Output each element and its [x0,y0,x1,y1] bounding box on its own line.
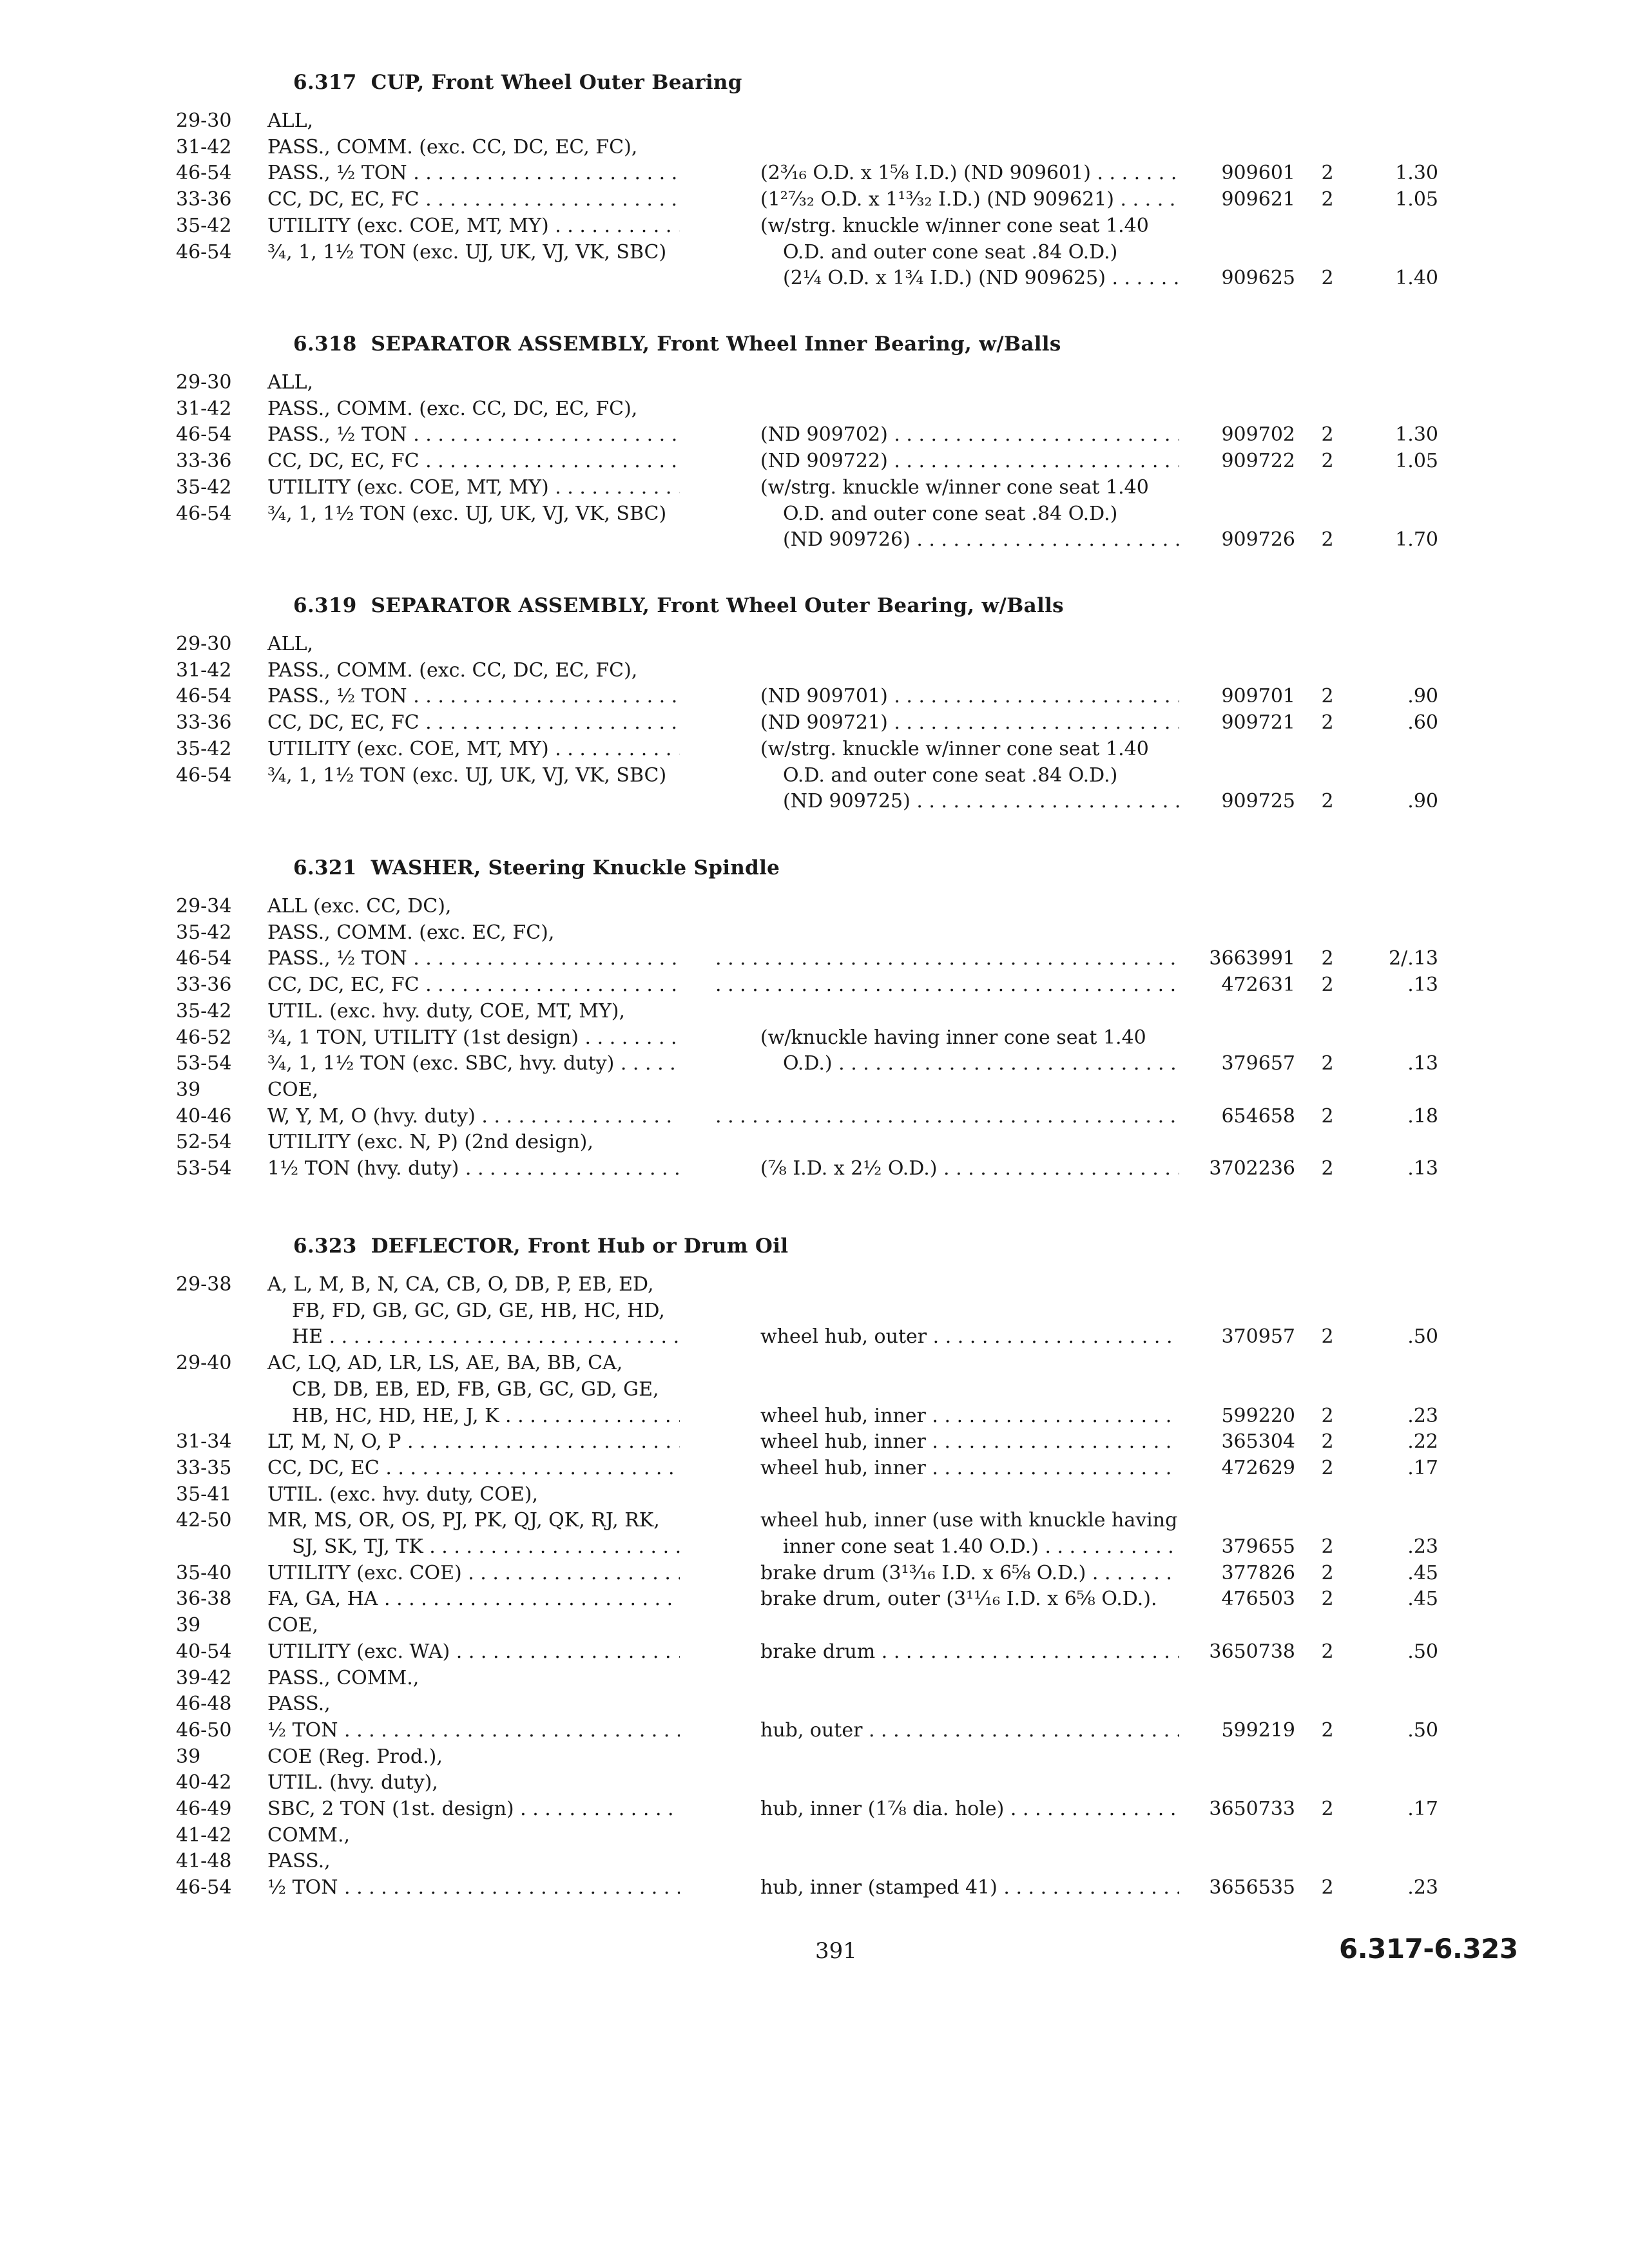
table-row [0,972,1629,998]
model-applicability: CC, DC, EC, FC . . . [267,187,680,213]
model-applicability: CC, DC, EC, FC . . . [267,448,680,474]
part-description: hub, inner (stamped 41) . . . [760,1875,1179,1901]
table-row [0,1482,1629,1508]
price: .60 [1407,711,1438,734]
table-row [0,1691,1629,1717]
model-applicability: ALL, [267,371,314,394]
year-range: 33-36 [176,711,232,734]
quantity: 2 [1321,1405,1334,1427]
year-range: 29-30 [176,633,232,655]
year-range: 53-54 [176,1157,232,1180]
model-applicability: UTILITY (exc. COE) . . . [267,1561,680,1586]
part-number: 472631 [1221,974,1295,996]
page-number: 391 [815,1938,857,1964]
quantity: 2 [1321,1052,1334,1075]
year-range: 33-36 [176,974,232,996]
part-number: 909701 [1221,685,1295,707]
part-description: (w/knuckle having inner cone seat 1.40 [760,1026,1146,1049]
part-description: O.D. and outer cone seat .84 O.D.) [783,503,1118,525]
part-number: 476503 [1221,1588,1295,1610]
table-row [0,1849,1629,1874]
quantity: 2 [1321,711,1334,734]
model-applicability: PASS., [267,1850,331,1872]
model-applicability: PASS., COMM. (exc. EC, FC), [267,921,555,944]
part-description: (⅞ I.D. x 2½ O.D.) . . . [760,1156,1179,1182]
price: .23 [1407,1405,1438,1427]
model-applicability: ¾, 1, 1½ TON (exc. UJ, UK, VJ, VK, SBC) [267,764,667,787]
year-range: 46-48 [176,1693,232,1715]
year-range: 35-42 [176,738,232,760]
table-row [0,894,1629,919]
part-number: 3663991 [1209,947,1295,970]
table-row [0,1051,1629,1077]
part-description: (1²⁷⁄₃₂ O.D. x 1¹³⁄₃₂ I.D.) (ND 909621) . . . [760,187,1179,213]
part-number: 379655 [1221,1535,1295,1558]
table-row [0,1666,1629,1691]
model-applicability: PASS., [267,1693,331,1715]
model-applicability: UTIL. (exc. hvy. duty, COE, MT, MY), [267,1000,625,1023]
part-description: wheel hub, inner (use with knuckle having [760,1509,1178,1532]
section-range: 6.317-6.323 [1339,1933,1518,1965]
part-description: (w/strg. knuckle w/inner cone seat 1.40 [760,476,1149,499]
quantity: 2 [1321,1719,1334,1742]
part-number: 909625 [1221,267,1295,289]
year-range: 40-42 [176,1771,232,1794]
part-number: 909721 [1221,711,1295,734]
section-title: WASHER, Steering Knuckle Spindle [371,856,780,879]
price: 1.30 [1395,423,1438,446]
year-range: 42-50 [176,1509,232,1532]
quantity: 2 [1321,1640,1334,1663]
table-row [0,160,1629,186]
table-row [0,1272,1629,1298]
section-number: 6.319 [293,594,357,617]
year-range: 36-38 [176,1588,232,1610]
model-applicability: UTILITY (exc. COE, MT, MY) . . . [267,213,680,239]
year-range: 35-42 [176,921,232,944]
price: 1.05 [1395,188,1438,211]
table-row [0,1770,1629,1796]
part-description: O.D. and outer cone seat .84 O.D.) [783,764,1118,787]
quantity: 2 [1321,1157,1334,1180]
price: .18 [1407,1105,1438,1128]
model-applicability: UTILITY (exc. COE, MT, MY) . . . [267,475,680,501]
table-row [0,1429,1629,1455]
quantity: 2 [1321,1798,1334,1820]
part-number: 909621 [1221,188,1295,211]
table-row [0,1586,1629,1612]
part-description: (2³⁄₁₆ O.D. x 1⁵⁄₈ I.D.) (ND 909601) . . . [760,160,1179,186]
model-applicability: ALL, [267,110,314,132]
model-applicability: AC, LQ, AD, LR, LS, AE, BA, BB, CA, [267,1352,623,1374]
year-range: 35-42 [176,476,232,499]
table-row [0,1025,1629,1051]
quantity: 2 [1321,1535,1334,1558]
quantity: 2 [1321,947,1334,970]
year-range: 46-52 [176,1026,232,1049]
table-row [0,1156,1629,1182]
part-number: 472629 [1221,1457,1295,1479]
year-range: 33-35 [176,1457,232,1479]
year-range: 33-36 [176,450,232,472]
model-applicability: ¾, 1, 1½ TON (exc. SBC, hvy. duty) . . . [267,1051,680,1077]
section-heading [293,71,742,94]
price: .13 [1407,1157,1438,1180]
quantity: 2 [1321,162,1334,184]
model-applicability: SJ, SK, TJ, TK . . . [292,1534,680,1560]
table-row [0,1534,1629,1560]
model-applicability: A, L, M, B, N, CA, CB, O, DB, P, EB, ED, [267,1273,654,1296]
part-description: (w/strg. knuckle w/inner cone seat 1.40 [760,215,1149,237]
section-title: DEFLECTOR, Front Hub or Drum Oil [371,1235,789,1258]
table-row [0,789,1629,814]
year-range: 46-49 [176,1798,232,1820]
part-description: wheel hub, outer . . . [760,1324,1179,1350]
model-applicability: ALL (exc. CC, DC), [267,895,452,918]
model-applicability: W, Y, M, O (hvy. duty) . . . [267,1104,680,1129]
model-applicability: PASS., ½ TON . . . [267,946,680,972]
year-range: 31-42 [176,659,232,682]
year-range: 31-42 [176,136,232,159]
part-description: wheel hub, inner . . . [760,1403,1179,1429]
model-applicability: CB, DB, EB, ED, FB, GB, GC, GD, GE, [292,1378,659,1401]
year-range: 46-54 [176,685,232,707]
year-range: 33-36 [176,188,232,211]
section-title: SEPARATOR ASSEMBLY, Front Wheel Inner Bearing, w/Balls [371,332,1061,356]
price: .17 [1407,1798,1438,1820]
part-description: (ND 909721) . . . [760,710,1179,736]
section-title: SEPARATOR ASSEMBLY, Front Wheel Outer Bearing, w/Balls [371,594,1064,617]
model-applicability: UTIL. (exc. hvy. duty, COE), [267,1483,538,1506]
table-row [0,501,1629,527]
price: .13 [1407,1052,1438,1075]
model-applicability: ½ TON . . . [267,1875,680,1901]
part-description: brake drum, outer (3¹¹⁄₁₆ I.D. x 6⅝ O.D.). [760,1588,1157,1610]
price: .45 [1407,1588,1438,1610]
year-range: 39 [176,1745,201,1768]
table-row [0,370,1629,396]
year-range: 46-54 [176,503,232,525]
table-row [0,999,1629,1024]
part-description: (w/strg. knuckle w/inner cone seat 1.40 [760,738,1149,760]
part-number: 654658 [1221,1105,1295,1128]
part-description: hub, inner (1⅞ dia. hole) . . . [760,1796,1179,1822]
table-row [0,135,1629,160]
price: 1.70 [1395,528,1438,551]
section-heading [293,594,1064,617]
table-row [0,736,1629,762]
table-row [0,527,1629,553]
table-row [0,1744,1629,1770]
model-applicability: 1½ TON (hvy. duty) . . . [267,1156,680,1182]
part-number: 365304 [1221,1430,1295,1453]
section-number: 6.317 [293,71,357,94]
year-range: 29-38 [176,1273,232,1296]
quantity: 2 [1321,1430,1334,1453]
year-range: 35-40 [176,1562,232,1584]
model-applicability: CC, DC, EC, FC . . . [267,972,680,998]
year-range: 31-34 [176,1430,232,1453]
table-row [0,1796,1629,1822]
quantity: 2 [1321,1562,1334,1584]
year-range: 46-54 [176,162,232,184]
model-applicability: MR, MS, OR, OS, PJ, PK, QJ, QK, RJ, RK, [267,1509,660,1532]
part-description: (ND 909701) . . . [760,684,1179,709]
part-description [715,1104,1179,1129]
table-row [0,1561,1629,1586]
year-range: 53-54 [176,1052,232,1075]
part-description: O.D. and outer cone seat .84 O.D.) [783,241,1118,264]
year-range: 40-54 [176,1640,232,1663]
quantity: 2 [1321,267,1334,289]
table-row [0,946,1629,972]
part-description [715,946,1179,972]
model-applicability: COMM., [267,1824,351,1847]
table-row [0,631,1629,657]
table-row [0,187,1629,213]
model-applicability: LT, M, N, O, P . . . [267,1429,680,1455]
table-row [0,1875,1629,1901]
table-row [0,1823,1629,1849]
quantity: 2 [1321,1876,1334,1899]
quantity: 2 [1321,188,1334,211]
year-range: 52-54 [176,1131,232,1153]
part-description: wheel hub, inner . . . [760,1456,1179,1481]
part-number: 3702236 [1209,1157,1295,1180]
part-description: (2¼ O.D. x 1¾ I.D.) (ND 909625) . . . [783,265,1179,291]
table-row [0,684,1629,709]
model-applicability: COE, [267,1079,318,1101]
model-applicability: FA, GA, HA . . . [267,1586,680,1612]
table-row [0,265,1629,291]
part-description: (ND 909722) . . . [760,448,1179,474]
model-applicability: PASS., COMM., [267,1667,419,1689]
part-number: 3650733 [1209,1798,1295,1820]
part-number: 909702 [1221,423,1295,446]
model-applicability: UTILITY (exc. N, P) (2nd design), [267,1131,593,1153]
model-applicability: UTILITY (exc. COE, MT, MY) . . . [267,736,680,762]
table-row [0,1508,1629,1533]
table-row [0,658,1629,684]
part-description: brake drum . . . [760,1639,1179,1665]
price: .17 [1407,1457,1438,1479]
quantity: 2 [1321,450,1334,472]
model-applicability: ¾, 1 TON, UTILITY (1st design) . . . [267,1025,680,1051]
price: .90 [1407,685,1438,707]
price: .50 [1407,1719,1438,1742]
section-number: 6.318 [293,332,357,356]
part-description: inner cone seat 1.40 O.D.) . . . [783,1534,1179,1560]
price: .90 [1407,790,1438,812]
quantity: 2 [1321,1457,1334,1479]
price: .23 [1407,1876,1438,1899]
model-applicability: HB, HC, HD, HE, J, K . . . [292,1403,680,1429]
table-row [0,1324,1629,1350]
model-applicability: PASS., ½ TON . . . [267,684,680,709]
part-description: brake drum (3¹³⁄₁₆ I.D. x 6⅝ O.D.) . . . [760,1561,1179,1586]
part-number: 599219 [1221,1719,1295,1742]
year-range: 35-41 [176,1483,232,1506]
quantity: 2 [1321,1588,1334,1610]
price: .45 [1407,1562,1438,1584]
table-row [0,1077,1629,1103]
part-number: 909601 [1221,162,1295,184]
year-range: 29-40 [176,1352,232,1374]
part-number: 909722 [1221,450,1295,472]
table-row [0,1403,1629,1429]
section-number: 6.321 [293,856,357,879]
year-range: 29-30 [176,110,232,132]
model-applicability: CC, DC, EC . . . [267,1456,680,1481]
section-title: CUP, Front Wheel Outer Bearing [371,71,742,94]
part-description: (ND 909702) . . . [760,422,1179,448]
model-applicability: PASS., COMM. (exc. CC, DC, EC, FC), [267,659,638,682]
table-row [0,213,1629,239]
year-range: 46-50 [176,1719,232,1742]
table-row [0,763,1629,789]
table-row [0,1298,1629,1324]
table-row [0,920,1629,946]
model-applicability: SBC, 2 TON (1st. design) . . . [267,1796,680,1822]
year-range: 39-42 [176,1667,232,1689]
year-range: 46-54 [176,423,232,446]
part-description: wheel hub, inner . . . [760,1429,1179,1455]
year-range: 39 [176,1079,201,1101]
section-heading [293,856,780,879]
part-number: 377826 [1221,1562,1295,1584]
model-applicability: COE, [267,1614,318,1637]
part-description [715,972,1179,998]
year-range: 46-54 [176,241,232,264]
part-number: 3650738 [1209,1640,1295,1663]
model-applicability: ½ TON . . . [267,1718,680,1744]
quantity: 2 [1321,790,1334,812]
table-row [0,240,1629,265]
table-row [0,475,1629,501]
price: .22 [1407,1430,1438,1453]
part-number: 379657 [1221,1052,1295,1075]
model-applicability: PASS., ½ TON . . . [267,160,680,186]
part-number: 3656535 [1209,1876,1295,1899]
part-description: (ND 909726) . . . [783,527,1179,553]
table-row [0,1456,1629,1481]
model-applicability: ALL, [267,633,314,655]
model-applicability: CC, DC, EC, FC . . . [267,710,680,736]
model-applicability: UTIL. (hvy. duty), [267,1771,438,1794]
model-applicability: PASS., COMM. (exc. CC, DC, EC, FC), [267,136,638,159]
model-applicability: FB, FD, GB, GC, GD, GE, HB, HC, HD, [292,1300,665,1322]
year-range: 29-34 [176,895,232,918]
table-row [0,448,1629,474]
quantity: 2 [1321,528,1334,551]
model-applicability: PASS., ½ TON . . . [267,422,680,448]
price: 1.05 [1395,450,1438,472]
model-applicability: HE . . . [292,1324,680,1350]
year-range: 29-30 [176,371,232,394]
part-number: 909726 [1221,528,1295,551]
table-row [0,108,1629,134]
part-number: 370957 [1221,1325,1295,1348]
year-range: 46-54 [176,947,232,970]
part-number: 599220 [1221,1405,1295,1427]
year-range: 46-54 [176,1876,232,1899]
year-range: 46-54 [176,764,232,787]
model-applicability: PASS., COMM. (exc. CC, DC, EC, FC), [267,398,638,420]
year-range: 35-42 [176,1000,232,1023]
price: .13 [1407,974,1438,996]
part-description: O.D.) . . . [783,1051,1179,1077]
table-row [0,1718,1629,1744]
part-description: (ND 909725) . . . [783,789,1179,814]
price: .23 [1407,1535,1438,1558]
section-number: 6.323 [293,1235,357,1258]
price: .50 [1407,1640,1438,1663]
year-range: 31-42 [176,398,232,420]
table-row [0,710,1629,736]
year-range: 41-42 [176,1824,232,1847]
quantity: 2 [1321,974,1334,996]
model-applicability: ¾, 1, 1½ TON (exc. UJ, UK, VJ, VK, SBC) [267,241,667,264]
quantity: 2 [1321,1105,1334,1128]
year-range: 40-46 [176,1105,232,1128]
table-row [0,1613,1629,1639]
model-applicability: UTILITY (exc. WA) . . . [267,1639,680,1665]
model-applicability: COE (Reg. Prod.), [267,1745,443,1768]
year-range: 35-42 [176,215,232,237]
quantity: 2 [1321,1325,1334,1348]
year-range: 39 [176,1614,201,1637]
price: 2/.13 [1389,947,1438,970]
table-row [0,422,1629,448]
section-heading [293,1235,788,1258]
price: 1.30 [1395,162,1438,184]
table-row [0,1104,1629,1129]
quantity: 2 [1321,423,1334,446]
quantity: 2 [1321,685,1334,707]
table-row [0,1350,1629,1376]
price: 1.40 [1395,267,1438,289]
section-heading [293,332,1061,356]
part-number: 909725 [1221,790,1295,812]
price: .50 [1407,1325,1438,1348]
part-description: hub, outer . . . [760,1718,1179,1744]
table-row [0,396,1629,422]
year-range: 41-48 [176,1850,232,1872]
table-row [0,1129,1629,1155]
table-row [0,1377,1629,1403]
model-applicability: ¾, 1, 1½ TON (exc. UJ, UK, VJ, VK, SBC) [267,503,667,525]
table-row [0,1639,1629,1665]
